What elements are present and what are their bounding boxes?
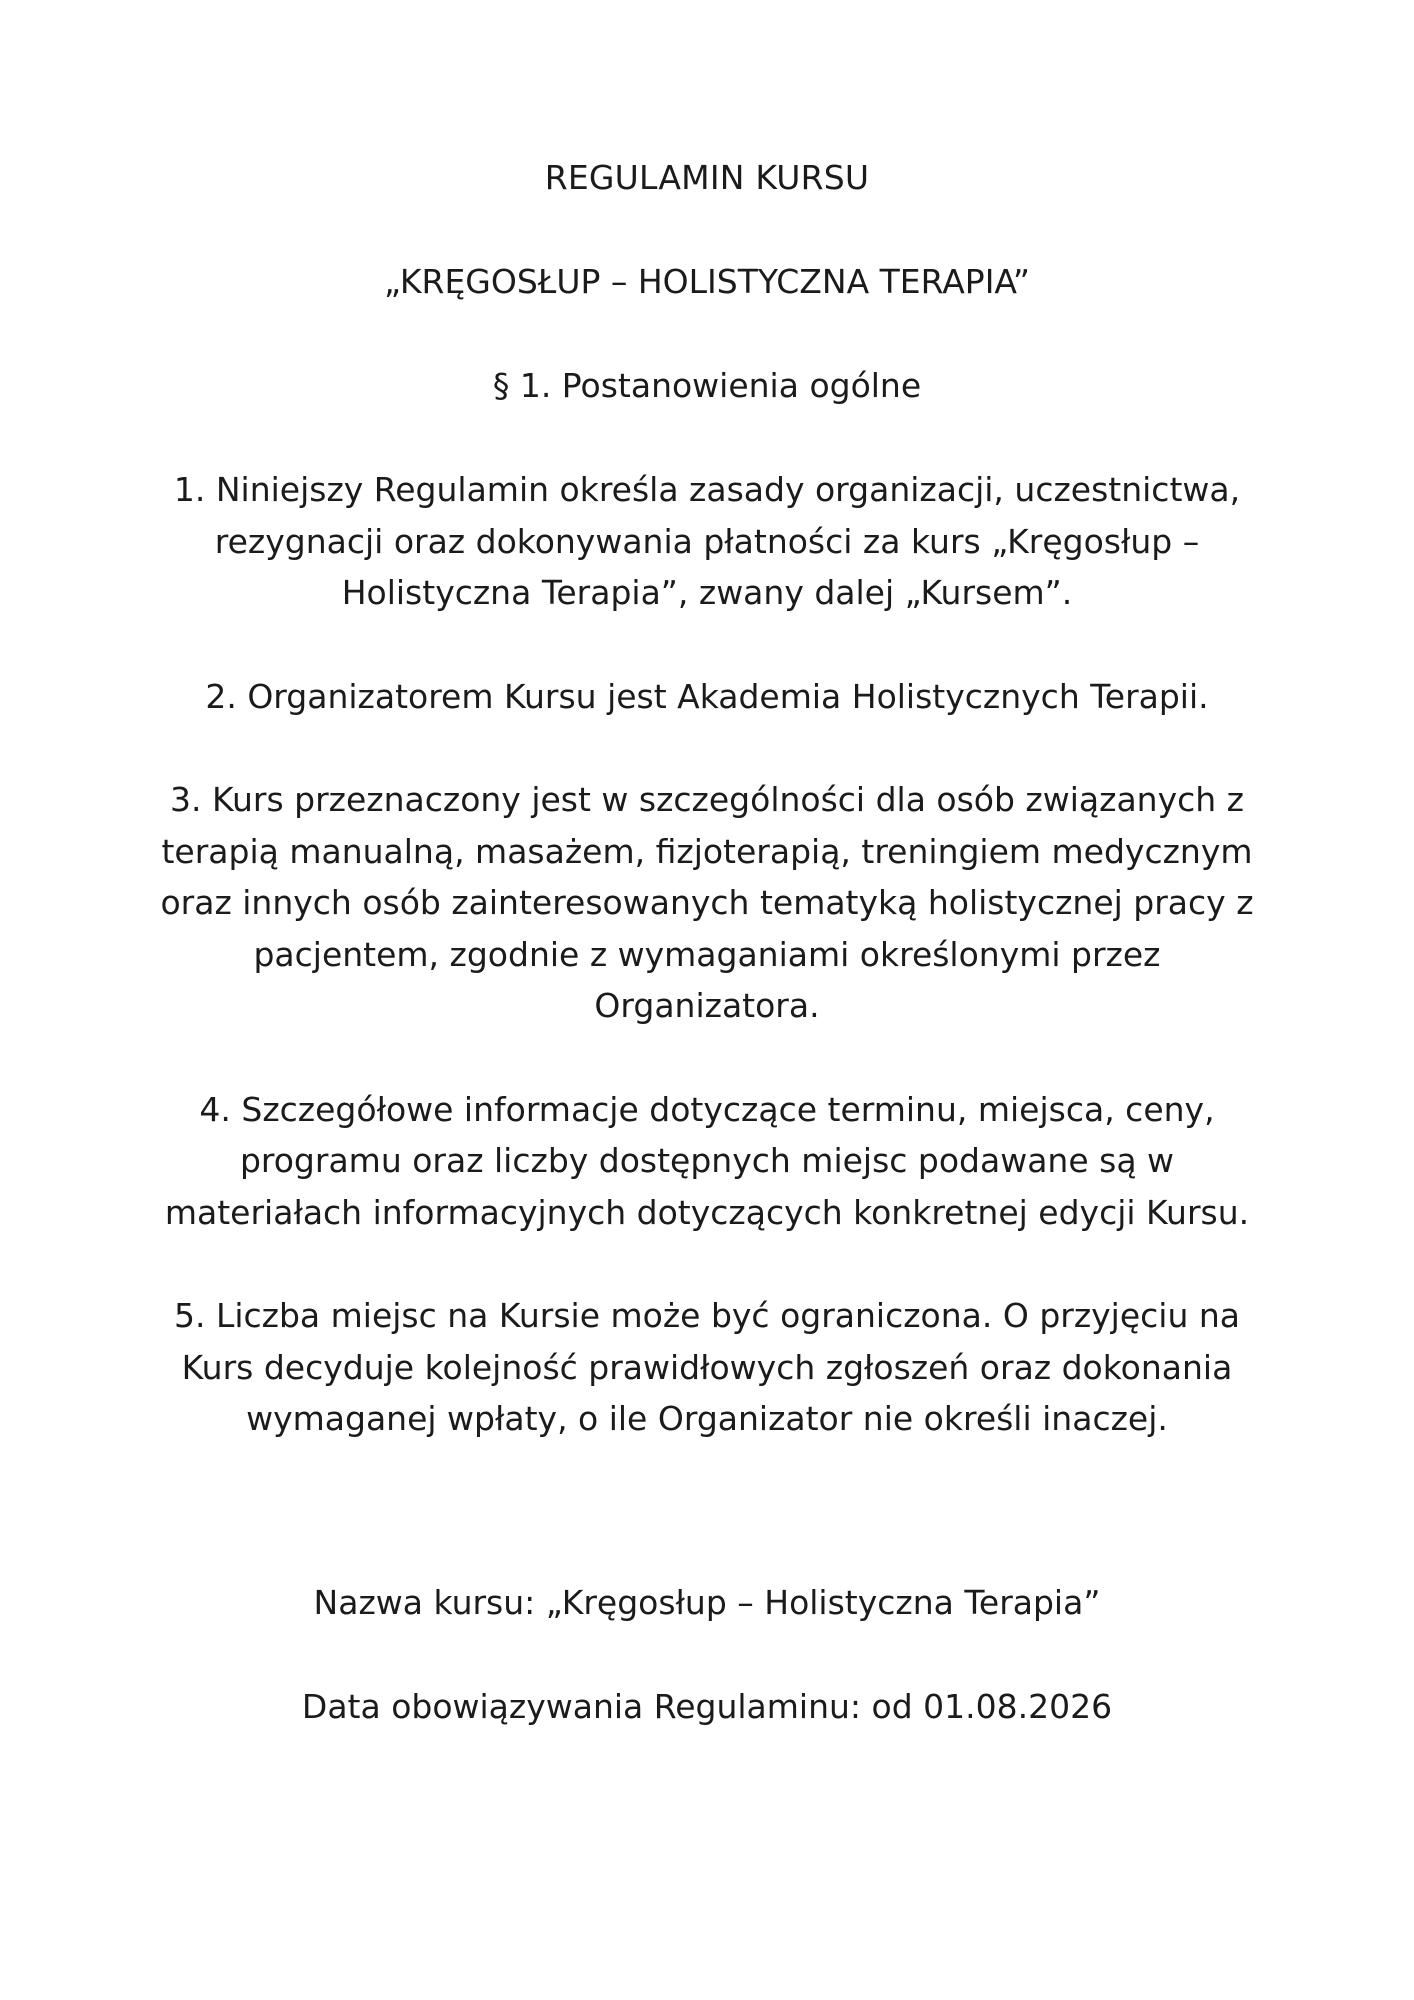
course-name-line: Nazwa kursu: „Kręgosłup – Holistyczna Terapia” [313,1583,1101,1622]
provision-3: 3. Kurs przeznaczony jest w szczególności dla osób związanych z terapią manualną, masażem, fizjoterapią, treningiem medycznym oraz innych osób zainteresowanych tematyką holistycznej pracy z pacjentem, zgodnie z wymaganiami określonymi przez Organizatora. [160,780,1254,1025]
provision-2: 2. Organizatorem Kursu jest Akademia Holistycznych Terapii. [205,676,1209,716]
provision-5: 5. Liczba miejsc na Kursie może być ograniczona. O przyjęciu na Kurs decyduje kolejność prawidłowych zgłoszeń oraz dokonania wymaganej wpłaty, o ile Organizator nie określi inaczej. [173,1296,1241,1438]
provisions-list [140,464,1274,1445]
document-title: REGULAMIN KURSU [544,158,870,197]
document-subtitle: „KRĘGOSŁUP – HOLISTYCZNA TERAPIA” [383,262,1031,301]
document-body [140,152,1274,1497]
section-heading: § 1. Postanowienia ogólne [492,366,922,405]
effective-date-line: Data obowiązywania Regulaminu: od 01.08.2026 [301,1687,1113,1726]
provision-4: 4. Szczegółowe informacje dotyczące terminu, miejsca, ceny, programu oraz liczby dostępnych miejsc podawane są w materiałach informacyjnych dotyczących konkretnej edycji Kursu. [164,1089,1250,1232]
document-footer [140,1577,1274,1785]
provision-1: 1. Niniejszy Regulamin określa zasady organizacji, uczestnictwa, rezygnacji oraz dokonywania płatności za kurs „Kręgosłup – Holistyczna Terapia”, zwany dalej „Kursem”. [173,470,1241,612]
